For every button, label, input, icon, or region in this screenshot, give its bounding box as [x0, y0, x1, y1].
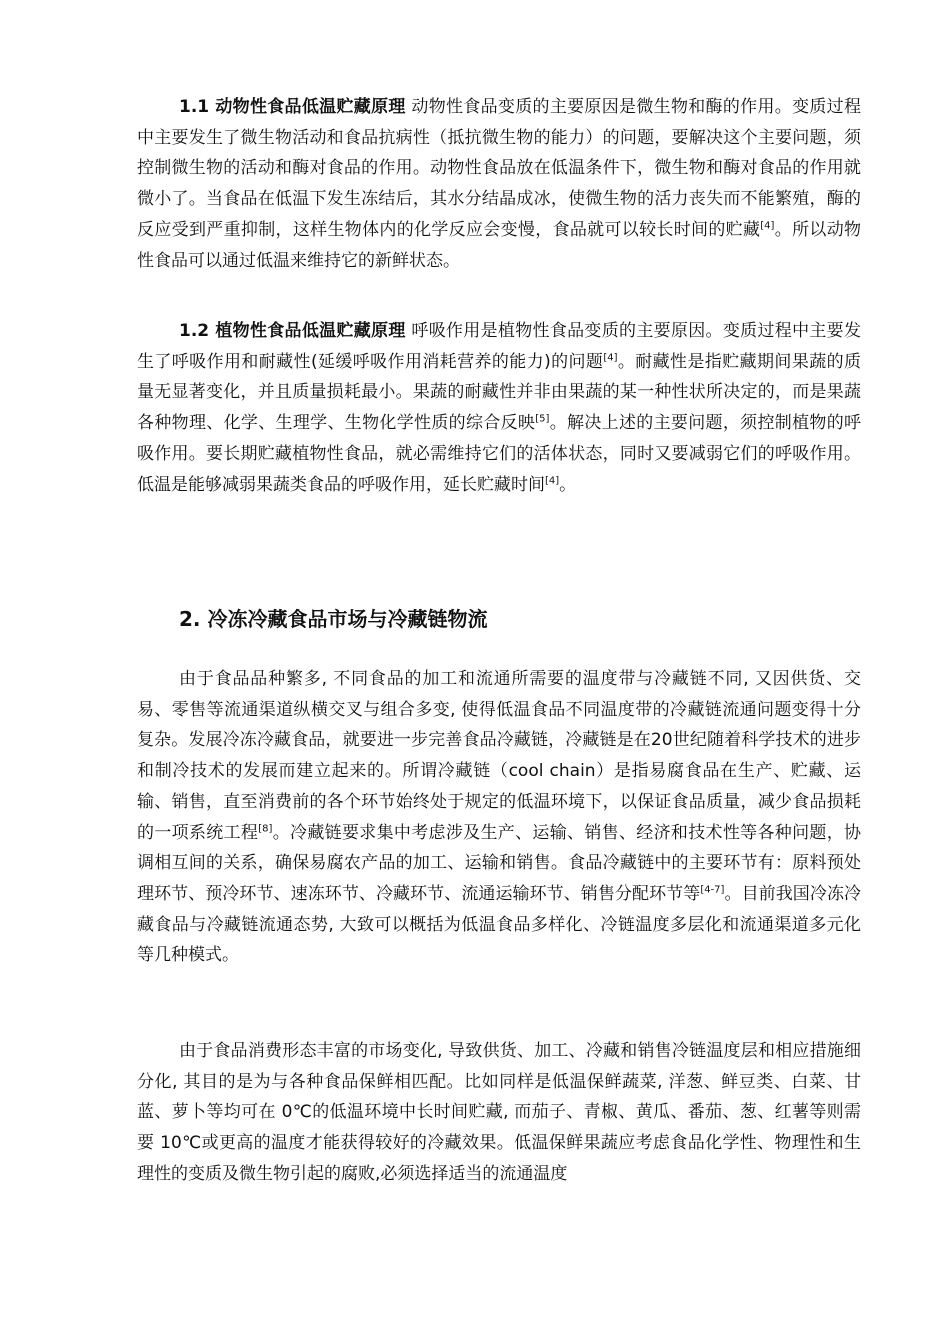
paragraph-text: 。目前我国冷冻冷藏食品与冷藏链流通态势, 大致可以概括为低温食品多样化、冷链温度多层化和流通渠道多元化等几种模式。 [137, 883, 862, 966]
paragraph-temperature-layers [137, 1036, 861, 1190]
paragraph-text: 由于食品消费形态丰富的市场变化, 导致供货、加工、冷藏和销售冷链温度层和相应措施细分化, 其目的是为与各种食品保鲜相匹配。比如同样是低温保鲜蔬菜, 洋葱、鲜豆类、白菜、甘蓝、萝卜等均可在 0℃的低温环境中长时间贮藏, 而茄子、青椒、黄瓜、番茄、葱、红薯等则需要 10℃或更高的温度才能获得较好的冷藏效果。低温保鲜果蔬应考虑食品化学性、物理性和生理性的变质及微生物引起的腐败,必须选择适当的流通温度 [137, 1041, 861, 1184]
paragraph-text: 。所以动物性食品可以通过低温来维持它的新鲜状态。 [137, 219, 862, 271]
paragraph-text: 。耐藏性是指贮藏期间果蔬的质量无显著变化，并且质量损耗最小。果蔬的耐藏性并非由果蔬的某一种性状所决定的，而是果蔬各种物理、化学、生理学、生物化学性质的综合反映 [137, 351, 862, 434]
paragraph-cold-chain-overview [137, 664, 861, 971]
paragraph-text: 。解决上述的主要问题，须控制植物的呼吸作用。要长期贮藏植物性食品，就必需维持它们的活体状态，同时又要减弱它们的呼吸作用。低温是能够减弱果蔬类食品的呼吸作用，延长贮藏时间 [137, 413, 862, 495]
paragraph-plant-food-storage [137, 316, 861, 500]
citation-ref: [4-7] [700, 884, 725, 896]
paragraph-text: 。 [559, 474, 577, 495]
citation-ref: [4] [603, 352, 618, 364]
subsection-title-1-1: 1.1 动物性食品低温贮藏原理 [179, 97, 406, 117]
citation-ref: [4] [545, 474, 560, 486]
paragraph-text: 呼吸作用是植物性食品变质的主要原因。变质过程中主要发生了呼吸作用和耐藏性(延缓呼吸作用消耗营养的能力)的问题 [137, 321, 861, 372]
paragraph-text: 。冷藏链要求集中考虑涉及生产、运输、销售、经济和技术性等各种问题，协调相互间的关系，确保易腐农产品的加工、运输和销售。食品冷藏链中的主要环节有：原料预处理环节、预冷环节、速冻环节、冷藏环节、流通运输环节、销售分配环节等 [137, 822, 862, 904]
subsection-title-1-2: 1.2 植物性食品低温贮藏原理 [179, 321, 406, 341]
citation-ref: [4] [760, 220, 775, 232]
paragraph-animal-food-storage [137, 92, 861, 276]
paragraph-text: 由于食品品种繁多, 不同食品的加工和流通所需要的温度带与冷藏链不同, 又因供货、交易、零售等流通渠道纵横交叉与组合多变, 使得低温食品不同温度带的冷藏链流通问题变得十分复杂。发展冷冻冷藏食品，就要进一步完善食品冷藏链，冷藏链是在20世纪随着科学技术的进步和制冷技术的发展而建立起来的。所谓冷藏链（cool chain）是指易腐食品在生产、贮藏、运输、销售，直至消费前的各个环节始终处于规定的低温环境下，以保证食品质量，减少食品损耗的一项系统工程 [137, 669, 861, 843]
citation-ref: [8] [258, 822, 273, 834]
paragraph-text: 动物性食品变质的主要原因是微生物和酶的作用。变质过程中主要发生了微生物活动和食品抗病性（抵抗微生物的能力）的问题，要解决这个主要问题，须控制微生物的活动和酶对食品的作用。动物性食品放在低温条件下，微生物和酶对食品的作用就微小了。当食品在低温下发生冻结后，其水分结晶成冰，使微生物的活力丧失而不能繁殖，酶的反应受到严重抑制，这样生物体内的化学反应会变慢，食品就可以较长时间的贮藏 [137, 97, 861, 240]
citation-ref: [5] [535, 413, 550, 425]
section-heading-2: 2. 冷冻冷藏食品市场与冷藏链物流 [179, 607, 488, 631]
